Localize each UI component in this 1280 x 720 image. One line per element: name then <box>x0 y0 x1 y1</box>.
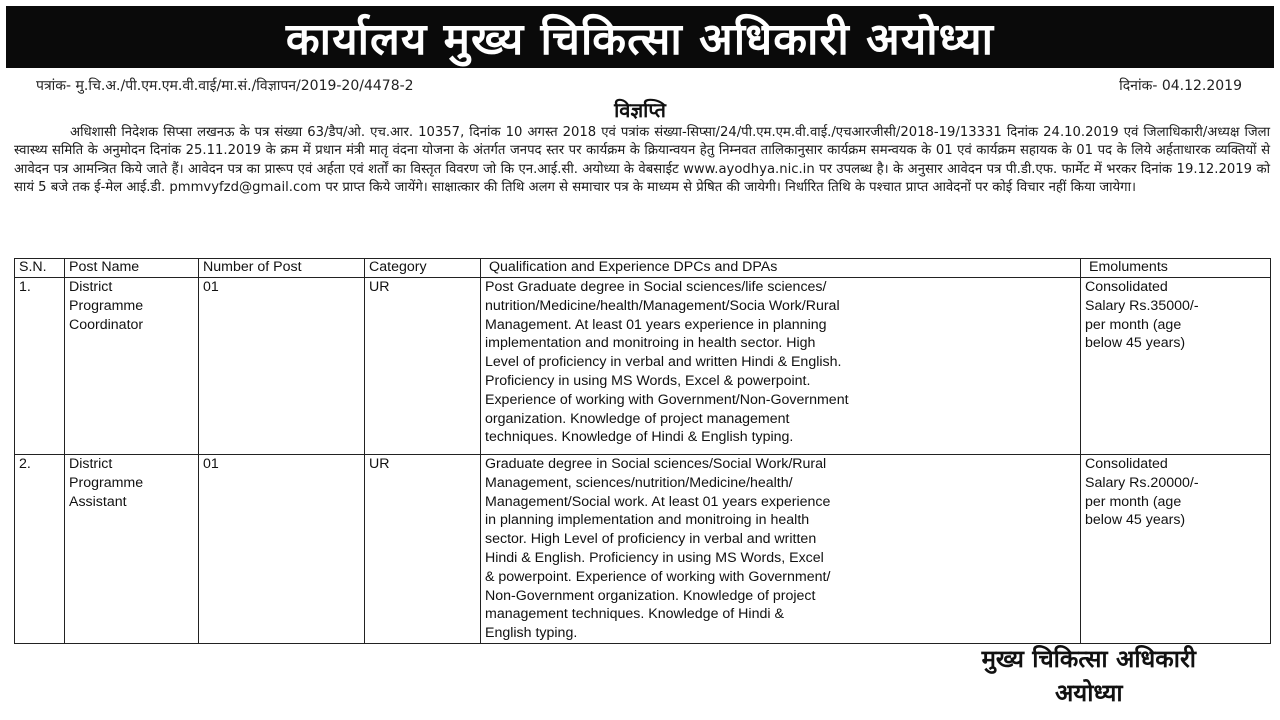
letter-date: दिनांक- 04.12.2019 <box>1119 78 1242 94</box>
row-category: UR <box>365 278 481 455</box>
row-number-of-post: 01 <box>199 455 365 644</box>
signature-designation: मुख्य चिकित्सा अधिकारी <box>981 645 1196 673</box>
notice-body: अधिशासी निदेशक सिप्सा लखनऊ के पत्र संख्या 63/डैप/ओ. एच.आर. 10357, दिनांक 10 अगस्त 2018 एवं पत्रांक संख्या-सिप्सा/24/पी.एम.एम.वी.वाई./एचआरजीसी/2018-19/13331 दिनांक 24.10.2019 एवं जिलाधिकारी/अध्यक्ष जिला स्वास्थ्य समिति के अनुमोदन दिनांक 25.11.2019 के क्रम में प्रधान मंत्री मातृ वंदना योजना के अंतर्गत जनपद स्तर पर कार्यक्रम के क्रियान्वयन हेतु निम्नवत तालिकानुसार कार्यक्रम समन्वयक के 01 एवं कार्यक्रम सहायक के 01 पद के लिये अर्हताधारक व्यक्तियों से आवेदन पत्र आमन्त्रित किये जाते हैं। आवेदन पत्र का प्रारूप एवं अर्हता एवं शर्तों का विस्तृत विवरण जो कि एन.आई.सी. अयोध्या के वेबसाईट www.ayodhya.nic.in पर उपलब्ध है। के अनुसार आवेदन पत्र पी.डी.एफ. फार्मेट में भरकर दिनांक 19.12.2019 को सायं 5 बजे तक ई-मेल आई.डी. pmmvyfzd@gmail.com पर प्राप्त किये जायेंगे। साक्षात्कार की तिथि अलग से समाचार पत्र के माध्यम से प्रेषित की जायेगी। निर्धारित तिथि के पश्चात प्राप्त आवेदनों पर कोई विचार नहीं किया जायेगा। <box>14 125 1270 196</box>
office-title-banner <box>6 6 1274 68</box>
signature-location: अयोध्या <box>1054 679 1123 707</box>
row-qualification: Post Graduate degree in Social sciences/life sciences/ nutrition/Medicine/health/Management/Socia Work/Rural Management. At least 01 years experience in planning implementation and monitroing in health sector. High Level of proficiency in verbal and written Hindi & English. Proficiency in using MS Words, Excel & powerpoint. Experience of working with Government/Non-Government organization. Knowledge of project management techniques. Knowledge of Hindi & English typing. <box>481 278 1081 455</box>
signature-block <box>982 642 1196 710</box>
table-header-row <box>15 259 1271 278</box>
row-post-name: District Programme Coordinator <box>65 278 199 455</box>
table-row <box>15 278 1271 455</box>
row-sn: 1. <box>15 278 65 455</box>
letter-reference-number: पत्रांक- मु.चि.अ./पी.एम.एम.वी.वाई/मा.सं./विज्ञापन/2019-20/4478-2 <box>36 78 414 94</box>
header-qualification: Qualification and Experience DPCs and DPAs <box>481 259 1081 278</box>
row-qualification: Graduate degree in Social sciences/Social Work/Rural Management, sciences/nutrition/Medicine/health/ Management/Social work. At least 01 years experience in planning implementation and monitroing in health sector. High Level of proficiency in verbal and written Hindi & English. Proficiency in using MS Words, Excel & powerpoint. Experience of working with Government/ Non-Government organization. Knowledge of project management techniques. Knowledge of Hindi & English typing. <box>481 455 1081 644</box>
table-row <box>15 455 1271 644</box>
row-emoluments: Consolidated Salary Rs.20000/- per month (age below 45 years) <box>1081 455 1271 644</box>
row-category: UR <box>365 455 481 644</box>
row-sn: 2. <box>15 455 65 644</box>
notice-heading: विज्ञप्ति <box>614 98 666 122</box>
row-emoluments: Consolidated Salary Rs.35000/- per month (age below 45 years) <box>1081 278 1271 455</box>
row-post-name: District Programme Assistant <box>65 455 199 644</box>
header-number-of-post: Number of Post <box>199 259 365 278</box>
posts-table <box>14 258 1271 644</box>
header-post-name: Post Name <box>65 259 199 278</box>
row-number-of-post: 01 <box>199 278 365 455</box>
header-category: Category <box>365 259 481 278</box>
office-title: कार्यालय मुख्य चिकित्सा अधिकारी अयोध्या <box>285 14 995 65</box>
header-sn: S.N. <box>15 259 65 278</box>
header-emoluments: Emoluments <box>1081 259 1271 278</box>
